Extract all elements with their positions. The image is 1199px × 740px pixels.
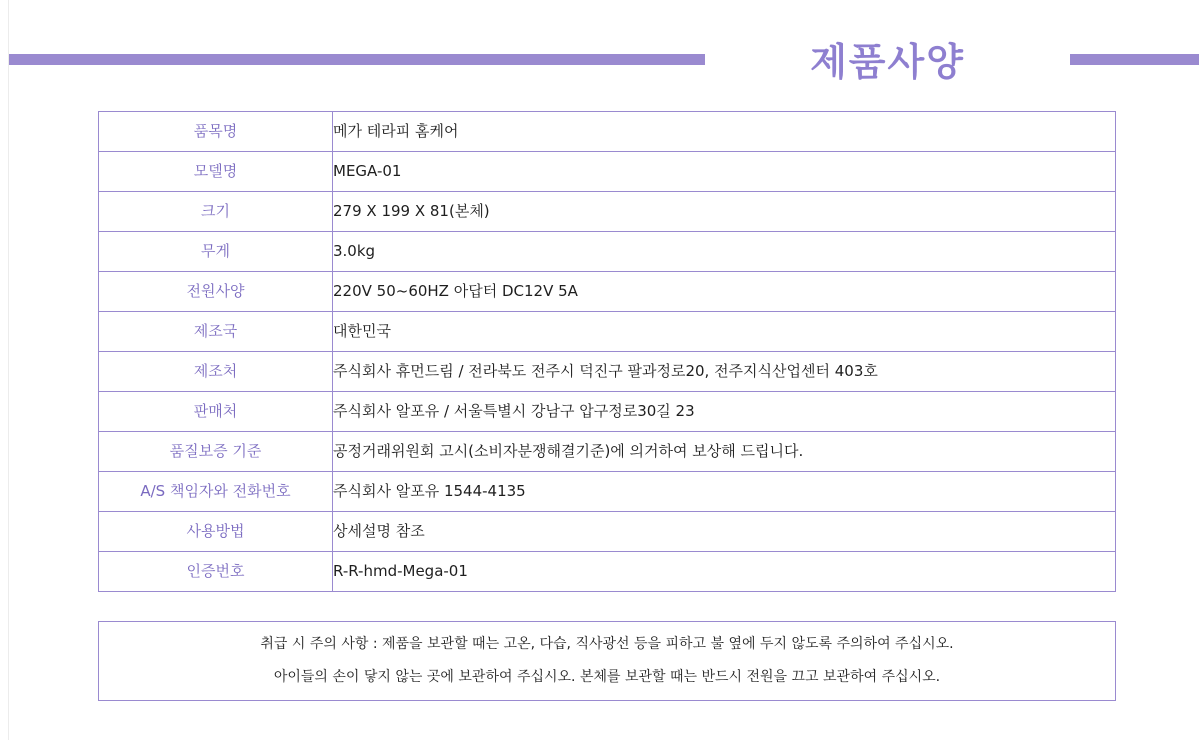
row-value: R-R-hmd-Mega-01 — [333, 552, 1116, 592]
row-label: 크기 — [99, 192, 333, 232]
header-bar-right — [1070, 54, 1199, 65]
table-row — [99, 352, 1116, 392]
table-row — [99, 472, 1116, 512]
row-label: 사용방법 — [99, 512, 333, 552]
table-row — [99, 552, 1116, 592]
table-row — [99, 392, 1116, 432]
table-row — [99, 112, 1116, 152]
table-row — [99, 192, 1116, 232]
row-value: 279 X 199 X 81(본체) — [333, 192, 1116, 232]
caution-notice-line: 아이들의 손이 닿지 않는 곳에 보관하여 주십시오. 본체를 보관할 때는 반드시 전원을 끄고 보관하여 주십시오. — [273, 669, 941, 685]
row-label: A/S 책임자와 전화번호 — [99, 472, 333, 512]
spec-table — [98, 111, 1116, 592]
row-value: 대한민국 — [333, 312, 1116, 352]
header-bar-left — [9, 54, 705, 65]
row-label: 품목명 — [99, 112, 333, 152]
table-row — [99, 512, 1116, 552]
row-label: 제조국 — [99, 312, 333, 352]
page-title: 제품사양 — [810, 40, 965, 84]
table-row — [99, 272, 1116, 312]
row-label: 제조처 — [99, 352, 333, 392]
row-value: 공정거래위원회 고시(소비자분쟁해결기준)에 의거하여 보상해 드립니다. — [333, 432, 1116, 472]
row-label: 모델명 — [99, 152, 333, 192]
row-label: 무게 — [99, 232, 333, 272]
row-label: 인증번호 — [99, 552, 333, 592]
row-value: 상세설명 참조 — [333, 512, 1116, 552]
table-row — [99, 312, 1116, 352]
row-value: 주식회사 휴먼드림 / 전라북도 전주시 덕진구 팔과정로20, 전주지식산업센터 403호 — [333, 352, 1116, 392]
caution-notice-line: 취급 시 주의 사항 : 제품을 보관할 때는 고온, 다습, 직사광선 등을 피하고 불 옆에 두지 않도록 주의하여 주십시오. — [260, 636, 954, 652]
row-value: 3.0kg — [333, 232, 1116, 272]
table-row — [99, 432, 1116, 472]
caution-notice-box — [98, 621, 1116, 701]
row-label: 품질보증 기준 — [99, 432, 333, 472]
row-value: MEGA-01 — [333, 152, 1116, 192]
page-edge-line — [8, 0, 9, 740]
row-label: 판매처 — [99, 392, 333, 432]
row-value: 주식회사 알포유 1544-4135 — [333, 472, 1116, 512]
table-row — [99, 152, 1116, 192]
row-value: 220V 50~60HZ 아답터 DC12V 5A — [333, 272, 1116, 312]
row-value: 메가 테라피 홈케어 — [333, 112, 1116, 152]
row-value: 주식회사 알포유 / 서울특별시 강남구 압구정로30길 23 — [333, 392, 1116, 432]
row-label: 전원사양 — [99, 272, 333, 312]
table-row — [99, 232, 1116, 272]
